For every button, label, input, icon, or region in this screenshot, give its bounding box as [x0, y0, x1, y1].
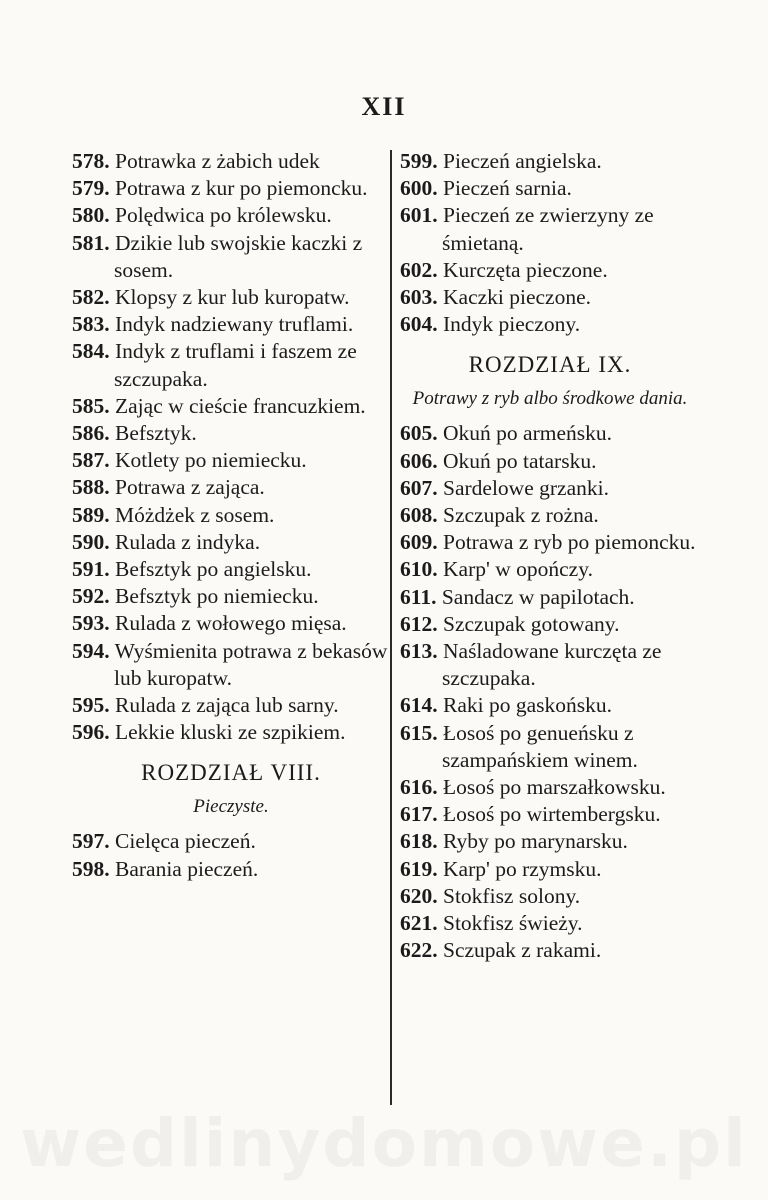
entry-number: 580. — [72, 203, 110, 228]
entry-title: Indyk z truflami i faszem ze szczupaka. — [114, 339, 357, 391]
entry-title: Pieczeń sarnia. — [443, 176, 572, 201]
toc-entry — [400, 856, 700, 883]
left-entries — [72, 148, 390, 746]
entry-title: Łosoś po genueńsku z szampańskiem winem. — [442, 720, 638, 772]
entry-title: Kurczęta pieczone. — [443, 257, 608, 282]
entry-title: Szczupak z rożna. — [443, 503, 599, 528]
toc-entry — [72, 420, 390, 447]
toc-entry — [400, 556, 700, 583]
toc-entry — [72, 175, 390, 202]
toc-entry — [400, 774, 700, 801]
entry-number: 595. — [72, 693, 110, 718]
toc-entry — [72, 338, 390, 392]
entry-number: 591. — [72, 557, 110, 582]
entry-title: Rulada z wołowego mięsa. — [115, 611, 347, 636]
toc-entry — [400, 828, 700, 855]
entry-number: 581. — [72, 230, 110, 255]
entry-number: 604. — [400, 312, 438, 337]
toc-entry — [72, 638, 390, 692]
entry-number: 596. — [72, 720, 110, 745]
entry-title: Wyśmienita potrawa z bekasów lub kuropatw. — [114, 638, 388, 690]
entry-number: 611. — [400, 584, 437, 609]
toc-entry — [400, 202, 700, 256]
entry-number: 578. — [72, 149, 110, 173]
entry-title: Sardelowe grzanki. — [443, 475, 609, 500]
entry-number: 599. — [400, 149, 438, 173]
toc-entry — [72, 856, 390, 883]
toc-entry — [400, 420, 700, 447]
toc-entry — [72, 230, 390, 284]
entry-number: 598. — [72, 856, 110, 881]
entry-number: 589. — [72, 502, 110, 527]
entry-number: 579. — [72, 176, 110, 201]
toc-entry — [72, 311, 390, 338]
left-entries-after — [72, 828, 390, 882]
entry-title: Befsztyk po angielsku. — [115, 557, 312, 582]
toc-entry — [400, 284, 700, 311]
toc-entry — [72, 828, 390, 855]
entry-title: Sczupak z rakami. — [443, 938, 602, 963]
entry-title: Naśladowane kurczęta ze szczupaka. — [442, 639, 662, 691]
toc-entry — [400, 257, 700, 284]
entry-title: Pieczeń ze zwierzyny ze śmietaną. — [442, 203, 654, 255]
entry-title: Szczupak gotowany. — [443, 611, 620, 636]
toc-entry — [72, 556, 390, 583]
toc-entry — [72, 474, 390, 501]
entry-title: Karp' w opończy. — [443, 557, 593, 582]
entry-title: Klopsy z kur lub kuropatw. — [115, 285, 350, 310]
entry-number: 582. — [72, 285, 110, 310]
entry-title: Indyk nadziewany truflami. — [115, 312, 354, 337]
entry-title: Ryby po marynarsku. — [443, 829, 628, 854]
entry-title: Polędwica po królewsku. — [115, 203, 332, 228]
entry-number: 610. — [400, 557, 438, 582]
page-number: XII — [361, 92, 407, 121]
toc-entry — [400, 529, 700, 556]
entry-title: Potrawka z żabich udek — [115, 149, 320, 173]
entry-title: Potrawa z zająca. — [115, 475, 265, 500]
toc-entry — [72, 719, 390, 746]
entry-title: Łosoś po marszałkowsku. — [443, 775, 666, 800]
toc-entry — [400, 910, 700, 937]
left-column — [72, 148, 390, 883]
toc-entry — [72, 502, 390, 529]
toc-entry — [72, 692, 390, 719]
entry-number: 593. — [72, 611, 110, 636]
entry-title: Stokfisz świeży. — [443, 911, 583, 936]
entry-number: 619. — [400, 856, 438, 881]
right-column — [400, 148, 700, 964]
entry-number: 590. — [72, 529, 110, 554]
entry-number: 607. — [400, 475, 438, 500]
toc-entry — [400, 475, 700, 502]
toc-entry — [400, 720, 700, 774]
entry-title: Karp' po rzymsku. — [443, 856, 602, 881]
entry-number: 588. — [72, 475, 110, 500]
chapter-heading-viii: ROZDZIAŁ VIII. — [141, 760, 321, 786]
toc-entry — [400, 148, 700, 175]
toc-entry — [400, 175, 700, 202]
toc-entry — [72, 610, 390, 637]
entry-number: 621. — [400, 911, 438, 936]
entry-number: 613. — [400, 639, 438, 664]
entry-number: 615. — [400, 720, 438, 745]
toc-entry — [400, 638, 700, 692]
entry-title: Okuń po tatarsku. — [443, 448, 597, 473]
entry-title: Rulada z indyka. — [115, 529, 261, 554]
entry-title: Okuń po armeńsku. — [443, 421, 612, 446]
toc-entry — [72, 148, 390, 175]
entry-title: Dzikie lub swojskie kaczki z sosem. — [114, 230, 363, 282]
entry-number: 620. — [400, 883, 438, 908]
entry-title: Befsztyk po niemiecku. — [115, 584, 319, 609]
toc-entry — [72, 447, 390, 474]
entry-number: 616. — [400, 775, 438, 800]
entry-number: 622. — [400, 938, 438, 963]
entry-title: Stokfisz solony. — [443, 883, 581, 908]
entry-title: Indyk pieczony. — [443, 312, 581, 337]
entry-number: 614. — [400, 693, 438, 718]
chapter-subtitle-ix: Potrawy z ryb albo środkowe dania. — [412, 388, 688, 410]
entry-title: Rulada z zająca lub sarny. — [115, 693, 339, 718]
toc-entry — [400, 937, 700, 964]
entry-number: 584. — [72, 339, 110, 364]
toc-entry — [72, 284, 390, 311]
right-entries-after — [400, 420, 700, 964]
toc-entry — [72, 529, 390, 556]
entry-number: 617. — [400, 802, 438, 827]
toc-entry — [400, 692, 700, 719]
entry-number: 585. — [72, 393, 110, 418]
toc-entry — [400, 448, 700, 475]
entry-number: 592. — [72, 584, 110, 609]
entry-title: Lekkie kluski ze szpikiem. — [115, 720, 346, 745]
toc-entry — [400, 611, 700, 638]
entry-title: Befsztyk. — [115, 421, 197, 446]
entry-number: 605. — [400, 421, 438, 446]
column-divider — [390, 150, 392, 1105]
entry-title: Cielęca pieczeń. — [115, 829, 256, 854]
entry-title: Barania pieczeń. — [115, 856, 259, 881]
entry-title: Raki po gaskońsku. — [443, 693, 613, 718]
entry-number: 601. — [400, 203, 438, 228]
toc-entry — [400, 584, 700, 611]
entry-number: 612. — [400, 611, 438, 636]
entry-title: Potrawa z kur po piemoncku. — [115, 176, 368, 201]
entry-title: Łosoś po wirtembergsku. — [443, 802, 661, 827]
entry-number: 583. — [72, 312, 110, 337]
toc-entry — [72, 202, 390, 229]
entry-number: 600. — [400, 176, 438, 201]
toc-entry — [72, 583, 390, 610]
entry-number: 618. — [400, 829, 438, 854]
entry-number: 603. — [400, 285, 438, 310]
toc-entry — [400, 311, 700, 338]
toc-entry — [400, 502, 700, 529]
entry-title: Pieczeń angielska. — [443, 149, 602, 173]
watermark — [0, 1105, 768, 1182]
toc-entry — [400, 801, 700, 828]
entry-title: Zając w cieście francuzkiem. — [115, 393, 366, 418]
chapter-subtitle-viii: Pieczyste. — [193, 796, 269, 818]
entry-title: Móżdżek z sosem. — [115, 502, 275, 527]
entry-number: 606. — [400, 448, 438, 473]
right-entries — [400, 148, 700, 338]
entry-number: 597. — [72, 829, 110, 854]
entry-number: 586. — [72, 421, 110, 446]
entry-number: 602. — [400, 257, 438, 282]
entry-title: Kotlety po niemiecku. — [115, 448, 307, 473]
entry-number: 587. — [72, 448, 110, 473]
chapter-heading-ix: ROZDZIAŁ IX. — [468, 352, 632, 378]
toc-entry — [72, 393, 390, 420]
entry-number: 594. — [72, 638, 110, 663]
toc-entry — [400, 883, 700, 910]
entry-title: Sandacz w papilotach. — [441, 584, 635, 609]
entry-title: Kaczki pieczone. — [443, 285, 592, 310]
entry-number: 609. — [400, 530, 438, 555]
entry-number: 608. — [400, 503, 438, 528]
entry-title: Potrawa z ryb po piemoncku. — [443, 530, 696, 555]
